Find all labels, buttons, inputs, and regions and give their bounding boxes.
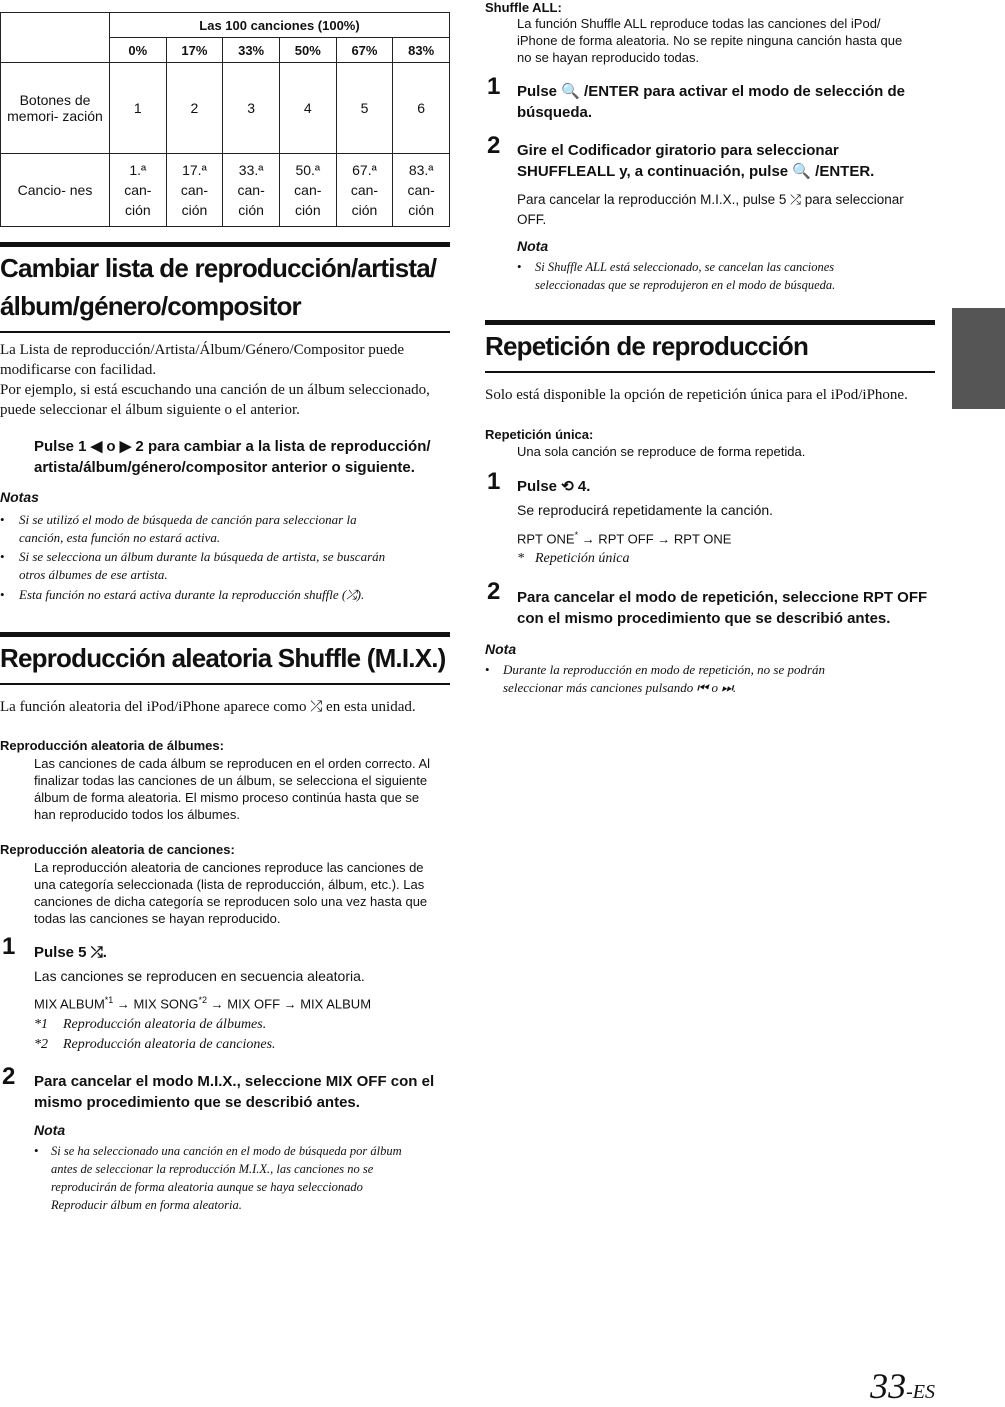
seq-part: RPT ONE [517,531,575,547]
table-header: Las 100 canciones (100%) [110,13,450,38]
button-cell: 5 [336,63,393,154]
note-item [34,1142,450,1214]
paragraph-line: La Lista de reproducción/Artista/Álbum/Género/Compositor puede [0,342,405,358]
step-text: Pulse ⟲ 4. [517,478,591,495]
table-corner [1,13,110,63]
step-description: Para cancelar la reproducción M.I.X., pulse 5 ⤮ para seleccionar [517,192,904,207]
bullet-icon: • [0,587,5,602]
row-label-songs: Cancio- nes [1,154,110,227]
bullet-icon: • [0,549,5,564]
note-item [0,586,450,604]
note-line: Si Shuffle ALL está seleccionado, se cancelan las canciones [535,260,835,274]
footnote-mark: *1 [34,1017,48,1032]
nota-heading: Nota [34,1122,66,1138]
song-cell: 67.ª can- ción [336,154,393,227]
page-number-value: 33 [870,1366,907,1406]
note-line: antes de seleccionar la reproducción M.I.X., las canciones no se [51,1162,374,1176]
page-number-suffix: -ES [906,1381,935,1403]
step-number: 2 [487,132,500,159]
step-text: Para cancelar el modo M.I.X., seleccione MIX OFF con el [34,1073,435,1090]
button-cell: 4 [279,63,336,154]
mode-sequence [517,526,731,548]
mode-sequence [34,991,371,1013]
note-line: Reproducir álbum en forma aleatoria. [51,1198,242,1212]
nota-heading: Nota [485,641,517,657]
seq-part: → RPT OFF → RPT ONE [578,531,732,547]
percent-cell: 50% [279,38,336,63]
song-cell: 33.ª can- ción [223,154,280,227]
paragraph-line: puede seleccionar el álbum siguiente o el anterior. [0,402,300,418]
note-line: Durante la reproducción en modo de repetición, no se podrán [503,662,826,677]
footnote-mark: *2 [34,1037,48,1052]
instruction-line: artista/álbum/género/compositor anterior o siguiente. [34,459,415,476]
instruction-line: Pulse 1 ◀ o ▶ 2 para cambiar a la lista de reproducción/ [34,438,431,455]
subsection-line: La función Shuffle ALL reproduce todas las canciones del iPod/ [517,16,881,31]
footnote-marker: *2 [198,995,208,1005]
subsection-label: Reproducción aleatoria de canciones: [0,842,235,857]
step-number: 2 [2,1063,15,1090]
subsection-label: Reproducción aleatoria de álbumes: [0,738,224,753]
seq-part: MIX ALBUM [34,996,105,1012]
bullet-icon: • [517,259,522,274]
note-line: Esta función no estará activa durante la reproducción shuffle (⤮). [19,587,365,602]
footnote-text: Reproducción aleatoria de canciones. [63,1037,276,1052]
subsection-line: una categoría seleccionada (lista de reproducción, álbum, etc.). Las [34,877,425,892]
percent-cell: 83% [393,38,450,63]
section-heading-shuffle: Reproducción aleatoria Shuffle (M.I.X.) [0,632,450,685]
subsection-line: canciones de dicha categoría se reproducen solo una vez hasta que [34,894,428,909]
footnote-text: Repetición única [535,551,630,566]
seq-part: → MIX OFF → MIX ALBUM [207,996,372,1012]
note-line: Si se utilizó el modo de búsqueda de canción para seleccionar la [19,512,357,527]
note-item [0,511,450,547]
memory-button-table [0,12,450,227]
subsection-line: La reproducción aleatoria de canciones reproduce las canciones de [34,860,424,875]
step-text: Gire el Codificador giratorio para seleccionar [517,142,839,159]
step-text: SHUFFLEALL y, a continuación, pulse 🔍 /ENTER. [517,163,875,180]
footnote-text: Reproducción aleatoria de álbumes. [63,1017,267,1032]
section-tab-marker [952,308,1005,409]
step-description: Se reproducirá repetidamente la canción. [517,502,774,518]
row-label-buttons: Botones de memori- zación [1,63,110,154]
step-number: 1 [487,73,500,100]
subsection-line: finalizar todas las canciones de un álbum, se selecciona el siguiente [34,773,428,788]
subsection-line: iPhone de forma aleatoria. No se repite ninguna canción hasta que [517,33,903,48]
bullet-icon: • [0,512,5,527]
note-line: Si se selecciona un álbum durante la búsqueda de artista, se buscarán [19,549,386,564]
step-text: Para cancelar el modo de repetición, seleccione RPT OFF [517,589,928,606]
note-line: canción, esta función no estará activa. [19,530,221,545]
step-number: 1 [2,933,15,960]
song-cell: 83.ª can- ción [393,154,450,227]
paragraph-line: modificarse con facilidad. [0,362,157,378]
section-heading-change-list [0,242,450,333]
note-line: Si se ha seleccionado una canción en el modo de búsqueda por álbum [51,1144,402,1158]
song-cell: 1.ª can- ción [110,154,167,227]
subsection-line: Las canciones de cada álbum se reproducen en el orden correcto. Al [34,756,431,771]
button-cell: 1 [110,63,167,154]
footnote-marker: *1 [104,995,114,1005]
bullet-icon: • [34,1143,39,1158]
paragraph-line: Por ejemplo, si está escuchando una canción de un álbum seleccionado, [0,382,430,398]
page-number [870,1365,935,1407]
note-line: seleccionadas que se reprodujeron en el modo de búsqueda. [535,278,836,292]
paragraph-line: Solo está disponible la opción de repetición única para el iPod/iPhone. [485,387,908,403]
subsection-line: no se hayan reproducido todas. [517,50,700,65]
step-text: búsqueda. [517,104,593,121]
subsection-line: han reproducido todos los álbumes. [34,807,240,822]
heading-line: álbum/género/compositor [0,291,301,321]
percent-cell: 17% [166,38,223,63]
footnote-mark: * [517,551,524,566]
step-number: 1 [487,468,500,495]
nota-heading: Nota [517,238,549,254]
step-description: Las canciones se reproducen en secuencia aleatoria. [34,968,365,984]
notes-heading: Notas [0,489,39,505]
subsection-line: todas las canciones se hayan reproducido. [34,911,281,926]
button-cell: 3 [223,63,280,154]
subsection-label: Repetición única: [485,427,594,442]
note-item [0,548,450,584]
heading-line: Cambiar lista de reproducción/artista/ [0,253,437,283]
button-cell: 2 [166,63,223,154]
subsection-line: Una sola canción se reproduce de forma repetida. [517,444,806,459]
note-line: seleccionar más canciones pulsando ⏮ o ⏭. [503,680,737,695]
percent-cell: 33% [223,38,280,63]
step-text: mismo procedimiento que se describió antes. [34,1094,360,1111]
percent-cell: 0% [110,38,167,63]
percent-cell: 67% [336,38,393,63]
note-item [485,661,935,697]
step-text: con el mismo procedimiento que se describió antes. [517,610,891,627]
subsection-line: álbum de forma aleatoria. El mismo proceso continúa hasta que se [34,790,420,805]
note-item [517,258,935,294]
footnote-marker: * [574,530,579,540]
seq-part: → MIX SONG [113,996,199,1012]
note-line: otros álbumes de ese artista. [19,567,168,582]
section-heading-repeat: Repetición de reproducción [485,320,935,373]
step-text: Pulse 🔍 /ENTER para activar el modo de selección de [517,83,905,100]
button-cell: 6 [393,63,450,154]
step-number: 2 [487,578,500,605]
song-cell: 17.ª can- ción [166,154,223,227]
bullet-icon: • [485,662,490,677]
step-description: OFF. [517,212,547,227]
subsection-label: Shuffle ALL: [485,0,562,15]
note-line: reproducirán de forma aleatoria aunque se haya seleccionado [51,1180,363,1194]
step-text: Pulse 5 ⤮. [34,944,107,961]
song-cell: 50.ª can- ción [279,154,336,227]
paragraph-line: La función aleatoria del iPod/iPhone aparece como ⤮ en esta unidad. [0,699,416,715]
